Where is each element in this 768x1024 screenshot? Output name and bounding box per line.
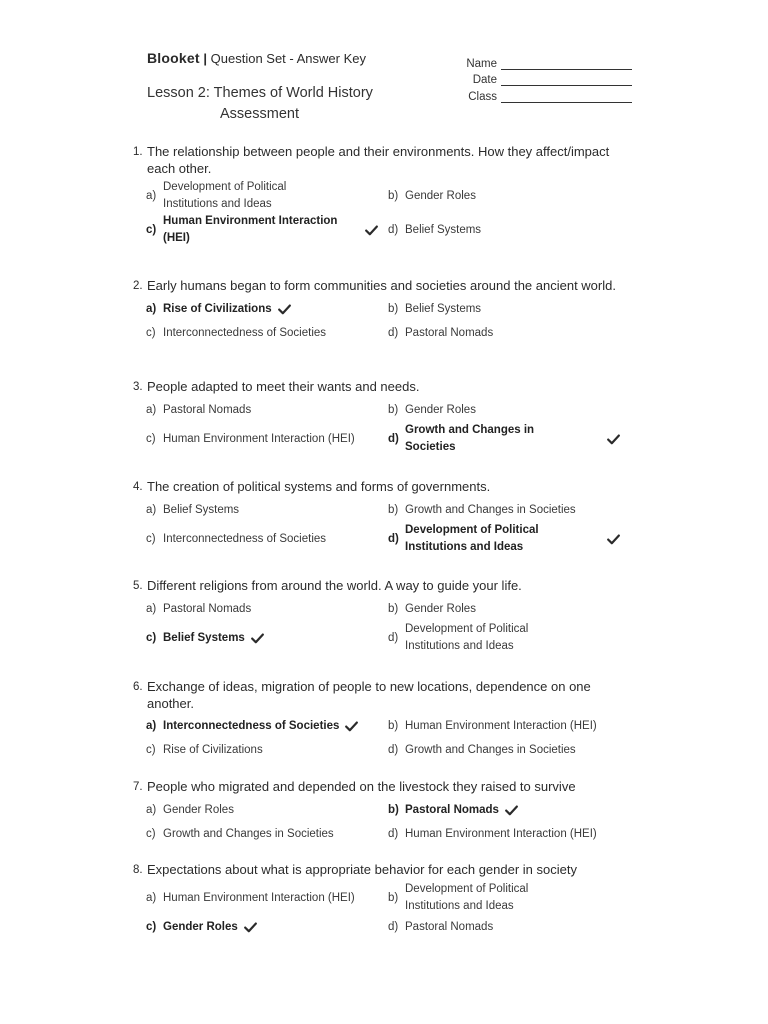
question-prompt — [133, 577, 623, 595]
answer-options — [146, 881, 623, 939]
name-line[interactable] — [501, 59, 632, 70]
answer-options — [146, 297, 623, 345]
answer-letter: b) — [388, 891, 399, 904]
answer-letter: b) — [388, 503, 399, 516]
check-icon — [365, 224, 378, 237]
answer-letter: d) — [388, 532, 399, 545]
check-icon — [607, 433, 620, 446]
answer-letter: b) — [388, 719, 399, 732]
answer-letter: d) — [388, 432, 399, 445]
answer-text: Belief Systems — [405, 302, 482, 315]
answer-letter: c) — [146, 743, 156, 756]
answer-letter: a) — [146, 403, 157, 416]
question-7 — [133, 778, 623, 846]
answer-option — [388, 714, 630, 738]
answer-text: Human Environment Interaction (HEI) — [405, 827, 597, 840]
question-number: 2. — [133, 280, 143, 292]
answer-letter: b) — [388, 602, 399, 615]
answer-option-correct — [146, 297, 388, 321]
question-2 — [133, 277, 623, 345]
answer-options — [146, 714, 623, 762]
answer-option — [146, 738, 388, 762]
answer-option-correct — [146, 621, 388, 655]
answer-option — [388, 621, 630, 655]
answer-option — [146, 321, 388, 345]
answer-option-correct — [146, 714, 388, 738]
answer-letter: b) — [388, 302, 399, 315]
answer-letter: c) — [146, 432, 156, 445]
document-title — [147, 83, 397, 125]
question-4 — [133, 478, 623, 556]
answer-letter: c) — [146, 827, 156, 840]
brand-header — [147, 50, 366, 66]
answer-text: Human Environment Interaction (HEI) — [163, 432, 355, 445]
answer-option — [146, 522, 388, 556]
answer-text: Gender Roles — [405, 602, 476, 615]
answer-option — [388, 738, 630, 762]
answer-option — [146, 798, 388, 822]
check-icon — [505, 804, 518, 817]
answer-letter: b) — [388, 403, 399, 416]
answer-options — [146, 398, 623, 456]
answer-letter: d) — [388, 827, 399, 840]
question-text: Different religions from around the world. A way to guide your life. — [147, 578, 522, 593]
answer-text: Development of Political Institutions and Ideas — [405, 883, 529, 912]
question-number: 6. — [133, 681, 143, 693]
answer-text: Pastoral Nomads — [163, 602, 252, 615]
answer-letter: a) — [146, 302, 157, 315]
answer-option-correct — [146, 213, 388, 247]
question-prompt — [133, 478, 623, 496]
question-prompt — [133, 861, 623, 879]
question-6 — [133, 678, 623, 762]
question-prompt — [133, 678, 623, 712]
answer-options — [146, 179, 623, 247]
question-number: 1. — [133, 146, 143, 158]
answer-options — [146, 498, 623, 556]
question-number: 4. — [133, 481, 143, 493]
answer-text: Human Environment Interaction (HEI) — [163, 891, 355, 904]
question-text: Early humans began to form communities and societies around the ancient world. — [147, 278, 616, 293]
student-info-fields — [460, 53, 632, 103]
check-icon — [244, 921, 257, 934]
answer-option — [388, 498, 630, 522]
question-number: 3. — [133, 381, 143, 393]
answer-text: Interconnectedness of Societies — [163, 326, 327, 339]
answer-text: Gender Roles — [163, 920, 238, 933]
answer-text: Belief Systems — [405, 223, 482, 236]
answer-text: Pastoral Nomads — [405, 920, 494, 933]
answer-letter: c) — [146, 920, 157, 933]
answer-text: Development of Political Institutions and Ideas — [405, 623, 529, 652]
answer-option — [388, 321, 630, 345]
check-icon — [278, 303, 291, 316]
answer-text: Pastoral Nomads — [405, 326, 494, 339]
question-3 — [133, 378, 623, 456]
answer-text: Belief Systems — [163, 503, 240, 516]
answer-option — [146, 822, 388, 846]
answer-text: Development of Political Institutions and Ideas — [405, 524, 539, 553]
answer-option — [146, 422, 388, 456]
answer-option — [146, 881, 388, 915]
answer-letter: c) — [146, 532, 156, 545]
blooket-logo: Blooket — [147, 50, 200, 66]
question-number: 8. — [133, 864, 143, 876]
answer-text: Rise of Civilizations — [163, 743, 263, 756]
answer-option — [388, 213, 630, 247]
question-text: Expectations about what is appropriate behavior for each gender in society — [147, 862, 577, 877]
document-subtitle: Question Set - Answer Key — [210, 51, 366, 66]
answer-letter: a) — [146, 891, 157, 904]
date-field[interactable] — [460, 70, 632, 87]
answer-text: Gender Roles — [405, 189, 476, 202]
name-field[interactable] — [460, 53, 632, 70]
answer-option-correct — [146, 915, 388, 939]
question-prompt — [133, 378, 623, 396]
answer-option — [388, 881, 630, 915]
date-line[interactable] — [501, 75, 632, 86]
answer-text: Growth and Changes in Societies — [405, 424, 535, 453]
answer-text: Gender Roles — [163, 803, 234, 816]
answer-letter: d) — [388, 743, 399, 756]
question-text: The relationship between people and their environments. How they affect/impact each other. — [147, 144, 610, 176]
answer-option — [388, 398, 630, 422]
answer-letter: b) — [388, 803, 399, 816]
answer-letter: a) — [146, 189, 157, 202]
answer-text: Human Environment Interaction (HEI) — [163, 215, 338, 244]
question-5 — [133, 577, 623, 655]
answer-text: Interconnectedness of Societies — [163, 719, 340, 732]
answer-option-correct — [388, 522, 630, 556]
answer-option — [146, 498, 388, 522]
answer-option — [388, 915, 630, 939]
question-text: Exchange of ideas, migration of people to new locations, dependence on one another. — [147, 679, 591, 711]
question-1 — [133, 143, 623, 247]
answer-letter: a) — [146, 803, 157, 816]
class-field[interactable] — [460, 86, 632, 103]
answer-text: Human Environment Interaction (HEI) — [405, 719, 597, 732]
answer-text: Gender Roles — [405, 403, 476, 416]
question-prompt — [133, 277, 623, 295]
question-text: People who migrated and depended on the livestock they raised to survive — [147, 779, 576, 794]
answer-option — [388, 179, 630, 213]
answer-text: Growth and Changes in Societies — [163, 827, 334, 840]
answer-letter: d) — [388, 920, 399, 933]
answer-letter: d) — [388, 223, 399, 236]
answer-option-correct — [388, 798, 630, 822]
answer-text: Belief Systems — [163, 631, 245, 644]
answer-option — [388, 822, 630, 846]
answer-text: Growth and Changes in Societies — [405, 503, 576, 516]
answer-letter: c) — [146, 326, 156, 339]
answer-letter: a) — [146, 602, 157, 615]
answer-options — [146, 597, 623, 655]
answer-text: Interconnectedness of Societies — [163, 532, 327, 545]
answer-text: Development of Political Institutions and Ideas — [163, 181, 287, 210]
title-line-2: Assessment — [220, 106, 299, 122]
question-text: People adapted to meet their wants and needs. — [147, 379, 420, 394]
question-prompt — [133, 143, 623, 177]
answer-option — [146, 179, 388, 213]
name-label: Name — [466, 57, 497, 70]
check-icon — [345, 720, 358, 733]
answer-letter: a) — [146, 719, 157, 732]
question-number: 7. — [133, 781, 143, 793]
date-label: Date — [472, 74, 497, 86]
answer-text: Pastoral Nomads — [163, 403, 252, 416]
answer-option — [146, 398, 388, 422]
brand-separator: | — [203, 51, 208, 66]
class-line[interactable] — [501, 92, 632, 103]
answer-text: Growth and Changes in Societies — [405, 743, 576, 756]
title-line-1: Lesson 2: Themes of World History — [147, 85, 373, 101]
question-8 — [133, 861, 623, 939]
answer-letter: a) — [146, 503, 157, 516]
check-icon — [251, 632, 264, 645]
question-number: 5. — [133, 580, 143, 592]
answer-text: Rise of Civilizations — [163, 302, 272, 315]
answer-letter: c) — [146, 631, 157, 644]
answer-option-correct — [388, 422, 630, 456]
class-label: Class — [468, 90, 497, 103]
question-text: The creation of political systems and forms of governments. — [147, 479, 491, 494]
check-icon — [607, 533, 620, 546]
answer-letter: b) — [388, 189, 399, 202]
answer-option — [388, 297, 630, 321]
answer-option — [146, 597, 388, 621]
answer-option — [388, 597, 630, 621]
answer-text: Pastoral Nomads — [405, 803, 499, 816]
question-prompt — [133, 778, 623, 796]
answer-letter: d) — [388, 326, 399, 339]
answer-letter: c) — [146, 223, 157, 236]
answer-options — [146, 798, 623, 846]
answer-letter: d) — [388, 631, 399, 644]
